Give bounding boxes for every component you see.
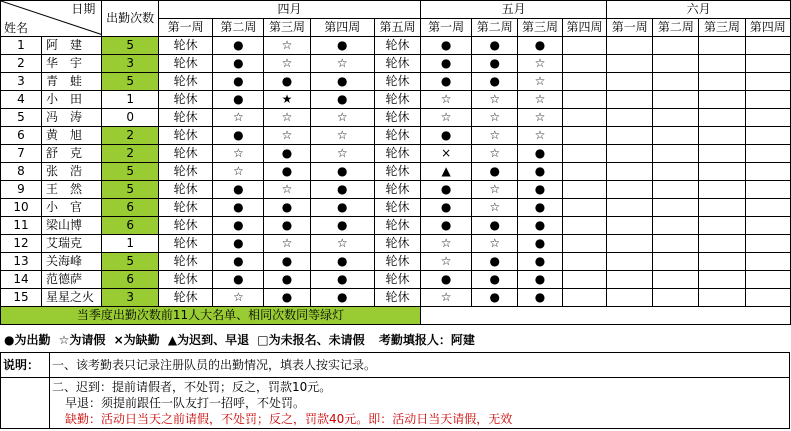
attendance-cell: 轮休 xyxy=(158,289,212,307)
member-row xyxy=(1,73,791,91)
attendance-cell: ☆ xyxy=(264,37,310,55)
attendance-cell-empty xyxy=(562,271,606,289)
attendance-cell: ☆ xyxy=(472,127,518,145)
attendance-cell-empty xyxy=(562,91,606,109)
row-number: 3 xyxy=(1,73,42,91)
attendance-cell: ☆ xyxy=(421,289,472,307)
attendance-cell: ▲ xyxy=(421,163,472,181)
summary-bar: 当季度出勤次数前11人大名单、相同次数同等绿灯 xyxy=(1,307,421,325)
member-row xyxy=(1,37,791,55)
april-week-1-header: 第一周 xyxy=(158,19,212,37)
member-row xyxy=(1,55,791,73)
attendance-cell: ☆ xyxy=(264,181,310,199)
attendance-count: 5 xyxy=(102,181,158,199)
attendance-cell: ● xyxy=(518,163,562,181)
attendance-count: 3 xyxy=(102,55,158,73)
date-name-corner-header xyxy=(1,1,102,37)
attendance-cell: ● xyxy=(213,181,264,199)
member-name: 华 宇 xyxy=(41,55,101,73)
member-row xyxy=(1,145,791,163)
attendance-cell: ★ xyxy=(264,91,310,109)
member-name: 张 浩 xyxy=(41,163,101,181)
attendance-cell: ● xyxy=(310,181,374,199)
attendance-cell-empty xyxy=(607,199,653,217)
attendance-cell: ☆ xyxy=(421,235,472,253)
summary-bar-blank xyxy=(421,307,791,325)
attendance-cell-empty xyxy=(653,55,699,73)
attendance-count: 5 xyxy=(102,163,158,181)
attendance-cell: ☆ xyxy=(518,109,562,127)
member-row xyxy=(1,253,791,271)
attendance-cell: ☆ xyxy=(518,73,562,91)
member-row xyxy=(1,235,791,253)
attendance-count: 1 xyxy=(102,91,158,109)
attendance-cell: ● xyxy=(213,235,264,253)
attendance-cell: ● xyxy=(310,163,374,181)
june-week-1-header: 第一周 xyxy=(607,19,653,37)
legend-unregistered: □为未报名、未请假 xyxy=(257,333,365,347)
attendance-cell: ☆ xyxy=(310,109,374,127)
row-number: 11 xyxy=(1,217,42,235)
date-header: 日期 xyxy=(71,2,96,16)
member-name: 星星之火 xyxy=(41,289,101,307)
attendance-cell-empty xyxy=(745,235,790,253)
row-number: 5 xyxy=(1,109,42,127)
attendance-cell: ● xyxy=(518,37,562,55)
attendance-cell: ● xyxy=(472,217,518,235)
row-number: 2 xyxy=(1,55,42,73)
attendance-cell: ☆ xyxy=(472,145,518,163)
attendance-cell: ☆ xyxy=(472,235,518,253)
attendance-cell: ● xyxy=(264,163,310,181)
row-number: 1 xyxy=(1,37,42,55)
attendance-cell: ● xyxy=(518,271,562,289)
attendance-cell: ● xyxy=(213,73,264,91)
attendance-cell: ☆ xyxy=(264,55,310,73)
attendance-cell: ● xyxy=(310,73,374,91)
attendance-cell: ● xyxy=(421,181,472,199)
row-number: 12 xyxy=(1,235,42,253)
attendance-cell-empty xyxy=(745,181,790,199)
attendance-cell: 轮休 xyxy=(158,235,212,253)
attendance-cell: 轮休 xyxy=(374,55,420,73)
attendance-cell: 轮休 xyxy=(374,235,420,253)
attendance-count: 2 xyxy=(102,145,158,163)
attendance-cell-empty xyxy=(745,127,790,145)
member-row xyxy=(1,91,791,109)
attendance-cell: ● xyxy=(213,199,264,217)
attendance-cell: ● xyxy=(421,217,472,235)
attendance-count: 5 xyxy=(102,37,158,55)
attendance-cell: ☆ xyxy=(518,127,562,145)
member-name: 小 官 xyxy=(41,199,101,217)
attendance-cell-empty xyxy=(607,73,653,91)
legend-late: ▲为迟到、早退 xyxy=(167,333,250,347)
attendance-count: 5 xyxy=(102,73,158,91)
row-number: 9 xyxy=(1,181,42,199)
attendance-cell: ☆ xyxy=(421,91,472,109)
member-row xyxy=(1,199,791,217)
attendance-cell: ● xyxy=(518,289,562,307)
attendance-cell-empty xyxy=(607,217,653,235)
june-week-4-header: 第四周 xyxy=(745,19,790,37)
attendance-cell-empty xyxy=(653,199,699,217)
member-row xyxy=(1,127,791,145)
attendance-cell-empty xyxy=(562,73,606,91)
attendance-cell-empty xyxy=(653,271,699,289)
attendance-cell: 轮休 xyxy=(158,181,212,199)
attendance-cell: ● xyxy=(421,271,472,289)
attendance-cell: ● xyxy=(310,91,374,109)
attendance-cell-empty xyxy=(562,109,606,127)
april-week-3-header: 第三周 xyxy=(264,19,310,37)
row-number: 13 xyxy=(1,253,42,271)
row-number: 7 xyxy=(1,145,42,163)
member-name: 阿 建 xyxy=(41,37,101,55)
april-week-5-header: 第五周 xyxy=(374,19,420,37)
attendance-cell-empty xyxy=(653,235,699,253)
attendance-cell-empty xyxy=(699,271,745,289)
attendance-cell: ● xyxy=(518,181,562,199)
attendance-cell-empty xyxy=(653,289,699,307)
attendance-count: 2 xyxy=(102,127,158,145)
attendance-cell: ● xyxy=(472,289,518,307)
member-name: 梁山博 xyxy=(41,217,101,235)
attendance-cell: ● xyxy=(518,145,562,163)
attendance-cell: ● xyxy=(264,145,310,163)
attendance-cell-empty xyxy=(745,163,790,181)
attendance-cell: ● xyxy=(213,55,264,73)
attendance-cell: ● xyxy=(421,37,472,55)
attendance-cell: ● xyxy=(213,271,264,289)
attendance-cell: ☆ xyxy=(472,181,518,199)
attendance-cell-empty xyxy=(745,289,790,307)
legend-leave: ☆为请假 xyxy=(58,333,106,347)
name-header: 姓名 xyxy=(4,21,29,35)
attendance-cell: ☆ xyxy=(518,91,562,109)
attendance-cell-empty xyxy=(607,271,653,289)
attendance-cell-empty xyxy=(745,55,790,73)
member-row xyxy=(1,217,791,235)
member-name: 王 然 xyxy=(41,181,101,199)
attendance-cell-empty xyxy=(699,73,745,91)
attendance-count: 3 xyxy=(102,289,158,307)
attendance-cell: ● xyxy=(264,289,310,307)
attendance-cell: ● xyxy=(310,271,374,289)
attendance-cell: ● xyxy=(421,73,472,91)
attendance-cell: ● xyxy=(472,253,518,271)
member-row xyxy=(1,109,791,127)
attendance-cell-empty xyxy=(562,199,606,217)
attendance-cell: 轮休 xyxy=(374,73,420,91)
attendance-cell: 轮休 xyxy=(374,163,420,181)
attendance-cell-empty xyxy=(653,127,699,145)
member-row xyxy=(1,271,791,289)
attendance-cell-empty xyxy=(607,289,653,307)
may-week-3-header: 第三周 xyxy=(518,19,562,37)
member-rows xyxy=(1,37,791,307)
attendance-cell-empty xyxy=(607,235,653,253)
attendance-cell: 轮休 xyxy=(374,253,420,271)
april-week-2-header: 第二周 xyxy=(213,19,264,37)
attendance-cell-empty xyxy=(653,181,699,199)
attendance-cell: ☆ xyxy=(213,163,264,181)
member-name: 关海峰 xyxy=(41,253,101,271)
attendance-cell: ● xyxy=(213,91,264,109)
attendance-cell: ● xyxy=(518,199,562,217)
attendance-cell-empty xyxy=(653,37,699,55)
attendance-cell-empty xyxy=(699,253,745,271)
attendance-count: 6 xyxy=(102,217,158,235)
attendance-cell: ● xyxy=(310,253,374,271)
attendance-cell-empty xyxy=(745,199,790,217)
legend-absent: ×为缺勤 xyxy=(113,333,160,347)
attendance-cell-empty xyxy=(745,271,790,289)
note-1: 一、该考勤表只记录注册队员的出勤情况，填表人按实记录。 xyxy=(50,353,790,378)
attendance-cell: ☆ xyxy=(310,145,374,163)
member-name: 冯 涛 xyxy=(41,109,101,127)
legend-reporter: 考勤填报人：阿建 xyxy=(378,333,475,347)
attendance-cell: ● xyxy=(310,289,374,307)
attendance-cell: × xyxy=(421,145,472,163)
legend xyxy=(4,331,479,348)
attendance-cell-empty xyxy=(653,109,699,127)
member-name: 青 蛙 xyxy=(41,73,101,91)
attendance-cell-empty xyxy=(699,109,745,127)
attendance-cell-empty xyxy=(607,91,653,109)
attendance-cell: ☆ xyxy=(213,145,264,163)
attendance-cell-empty xyxy=(562,181,606,199)
attendance-count: 6 xyxy=(102,199,158,217)
attendance-cell-empty xyxy=(562,127,606,145)
attendance-cell-empty xyxy=(745,73,790,91)
attendance-cell: 轮休 xyxy=(158,145,212,163)
attendance-cell-empty xyxy=(699,145,745,163)
attendance-cell: 轮休 xyxy=(158,127,212,145)
attendance-cell: ● xyxy=(310,37,374,55)
attendance-count: 0 xyxy=(102,109,158,127)
attendance-cell: ● xyxy=(472,163,518,181)
attendance-cell-empty xyxy=(653,217,699,235)
attendance-cell: ☆ xyxy=(421,109,472,127)
attendance-cell: ● xyxy=(421,127,472,145)
month-may-header: 五月 xyxy=(421,1,607,19)
attendance-cell-empty xyxy=(745,37,790,55)
notes-label-blank xyxy=(1,378,50,429)
may-week-4-header: 第四周 xyxy=(562,19,606,37)
attendance-cell: 轮休 xyxy=(158,163,212,181)
row-number: 4 xyxy=(1,91,42,109)
note-2-absence: 缺勤：活动日当天之前请假，不处罚；反之，罚款40元。即：活动日当天请假，无效 xyxy=(65,412,513,426)
attendance-cell: 轮休 xyxy=(158,73,212,91)
attendance-cell-empty xyxy=(745,145,790,163)
attendance-cell: 轮休 xyxy=(374,109,420,127)
member-name: 舒 克 xyxy=(41,145,101,163)
attendance-cell: 轮休 xyxy=(374,271,420,289)
note-2-late: 二、迟到：提前请假者，不处罚；反之，罚款10元。 xyxy=(52,380,332,394)
attendance-cell-empty xyxy=(699,289,745,307)
attendance-cell-empty xyxy=(653,253,699,271)
attendance-count: 1 xyxy=(102,235,158,253)
notes-label: 说明： xyxy=(1,353,50,378)
attendance-cell-empty xyxy=(562,235,606,253)
row-number: 10 xyxy=(1,199,42,217)
attendance-cell-empty xyxy=(562,145,606,163)
attendance-cell: ☆ xyxy=(310,235,374,253)
attendance-cell: 轮休 xyxy=(158,91,212,109)
attendance-cell: ☆ xyxy=(472,199,518,217)
attendance-cell: ☆ xyxy=(213,289,264,307)
attendance-cell-empty xyxy=(653,145,699,163)
attendance-cell: ☆ xyxy=(264,235,310,253)
attendance-cell: ☆ xyxy=(518,55,562,73)
notes-section xyxy=(0,352,790,429)
attendance-cell: 轮休 xyxy=(374,127,420,145)
attendance-cell: ● xyxy=(472,37,518,55)
attendance-cell: ● xyxy=(213,253,264,271)
attendance-cell-empty xyxy=(699,37,745,55)
attendance-cell: ● xyxy=(518,253,562,271)
attendance-cell-empty xyxy=(699,127,745,145)
attendance-cell: ● xyxy=(518,235,562,253)
attendance-cell-empty xyxy=(607,181,653,199)
attendance-cell: ☆ xyxy=(472,91,518,109)
member-name: 小 田 xyxy=(41,91,101,109)
attendance-cell-empty xyxy=(699,217,745,235)
attendance-cell: ● xyxy=(264,271,310,289)
attendance-cell: 轮休 xyxy=(158,217,212,235)
june-week-2-header: 第二周 xyxy=(653,19,699,37)
attendance-cell-empty xyxy=(562,217,606,235)
member-row xyxy=(1,289,791,307)
attendance-cell-empty xyxy=(699,199,745,217)
attendance-cell-empty xyxy=(607,37,653,55)
attendance-cell-empty xyxy=(745,109,790,127)
attendance-cell-empty xyxy=(562,163,606,181)
attendance-cell-empty xyxy=(745,217,790,235)
attendance-cell: ☆ xyxy=(264,109,310,127)
attendance-cell: 轮休 xyxy=(158,199,212,217)
june-week-3-header: 第三周 xyxy=(699,19,745,37)
member-row xyxy=(1,163,791,181)
month-june-header: 六月 xyxy=(607,1,791,19)
attendance-cell: ☆ xyxy=(421,253,472,271)
attendance-cell-empty xyxy=(607,127,653,145)
attendance-count: 5 xyxy=(102,253,158,271)
attendance-cell-empty xyxy=(745,91,790,109)
attendance-cell: 轮休 xyxy=(374,289,420,307)
attendance-cell: ☆ xyxy=(472,109,518,127)
attendance-cell: ☆ xyxy=(310,127,374,145)
member-name: 黄 旭 xyxy=(41,127,101,145)
attendance-cell-empty xyxy=(699,55,745,73)
attendance-cell: ☆ xyxy=(213,109,264,127)
attendance-cell-empty xyxy=(699,181,745,199)
attendance-cell: ● xyxy=(213,37,264,55)
attendance-cell: 轮休 xyxy=(374,181,420,199)
may-week-1-header: 第一周 xyxy=(421,19,472,37)
member-row xyxy=(1,181,791,199)
attendance-cell-empty xyxy=(607,253,653,271)
attendance-cell-empty xyxy=(562,55,606,73)
member-name: 范德萨 xyxy=(41,271,101,289)
attendance-cell-empty xyxy=(699,235,745,253)
attendance-cell-empty xyxy=(699,91,745,109)
attendance-cell-empty xyxy=(745,253,790,271)
attendance-cell: 轮休 xyxy=(374,199,420,217)
may-week-2-header: 第二周 xyxy=(472,19,518,37)
attendance-cell: ● xyxy=(264,73,310,91)
attendance-cell: 轮休 xyxy=(374,145,420,163)
attendance-cell: ● xyxy=(472,55,518,73)
row-number: 15 xyxy=(1,289,42,307)
attendance-cell: ● xyxy=(518,217,562,235)
attendance-cell: ● xyxy=(421,199,472,217)
row-number: 14 xyxy=(1,271,42,289)
attendance-cell: 轮休 xyxy=(158,253,212,271)
april-week-4-header: 第四周 xyxy=(310,19,374,37)
attendance-cell: ☆ xyxy=(310,55,374,73)
note-2 xyxy=(50,378,790,429)
attendance-cell-empty xyxy=(653,73,699,91)
attendance-cell: 轮休 xyxy=(158,55,212,73)
attendance-cell-empty xyxy=(607,145,653,163)
count-header: 出勤次数 xyxy=(102,1,158,37)
attendance-cell-empty xyxy=(653,163,699,181)
attendance-cell: ● xyxy=(213,217,264,235)
attendance-cell: 轮休 xyxy=(374,91,420,109)
attendance-cell-empty xyxy=(607,109,653,127)
attendance-cell: ● xyxy=(264,253,310,271)
attendance-cell: ● xyxy=(421,55,472,73)
attendance-count: 6 xyxy=(102,271,158,289)
attendance-cell-empty xyxy=(699,163,745,181)
attendance-cell: ● xyxy=(310,217,374,235)
row-number: 6 xyxy=(1,127,42,145)
attendance-cell: ● xyxy=(472,271,518,289)
row-number: 8 xyxy=(1,163,42,181)
attendance-cell-empty xyxy=(562,37,606,55)
attendance-cell: ● xyxy=(213,127,264,145)
month-april-header: 四月 xyxy=(158,1,420,19)
attendance-cell: 轮休 xyxy=(374,217,420,235)
attendance-cell-empty xyxy=(562,253,606,271)
attendance-cell: 轮休 xyxy=(158,37,212,55)
member-name: 艾瑞克 xyxy=(41,235,101,253)
note-2-early-leave: 早退：须提前跟任一队友打一招呼，不处罚。 xyxy=(65,396,306,410)
attendance-cell: ☆ xyxy=(264,127,310,145)
attendance-cell: ● xyxy=(264,199,310,217)
attendance-cell: ● xyxy=(310,199,374,217)
attendance-cell: ● xyxy=(472,73,518,91)
attendance-cell-empty xyxy=(562,289,606,307)
attendance-cell-empty xyxy=(653,91,699,109)
attendance-cell: 轮休 xyxy=(158,109,212,127)
attendance-cell-empty xyxy=(607,55,653,73)
attendance-cell: 轮休 xyxy=(374,37,420,55)
legend-attend: ●为出勤 xyxy=(4,333,51,347)
attendance-cell-empty xyxy=(607,163,653,181)
attendance-cell: ● xyxy=(264,217,310,235)
attendance-cell: 轮休 xyxy=(158,271,212,289)
